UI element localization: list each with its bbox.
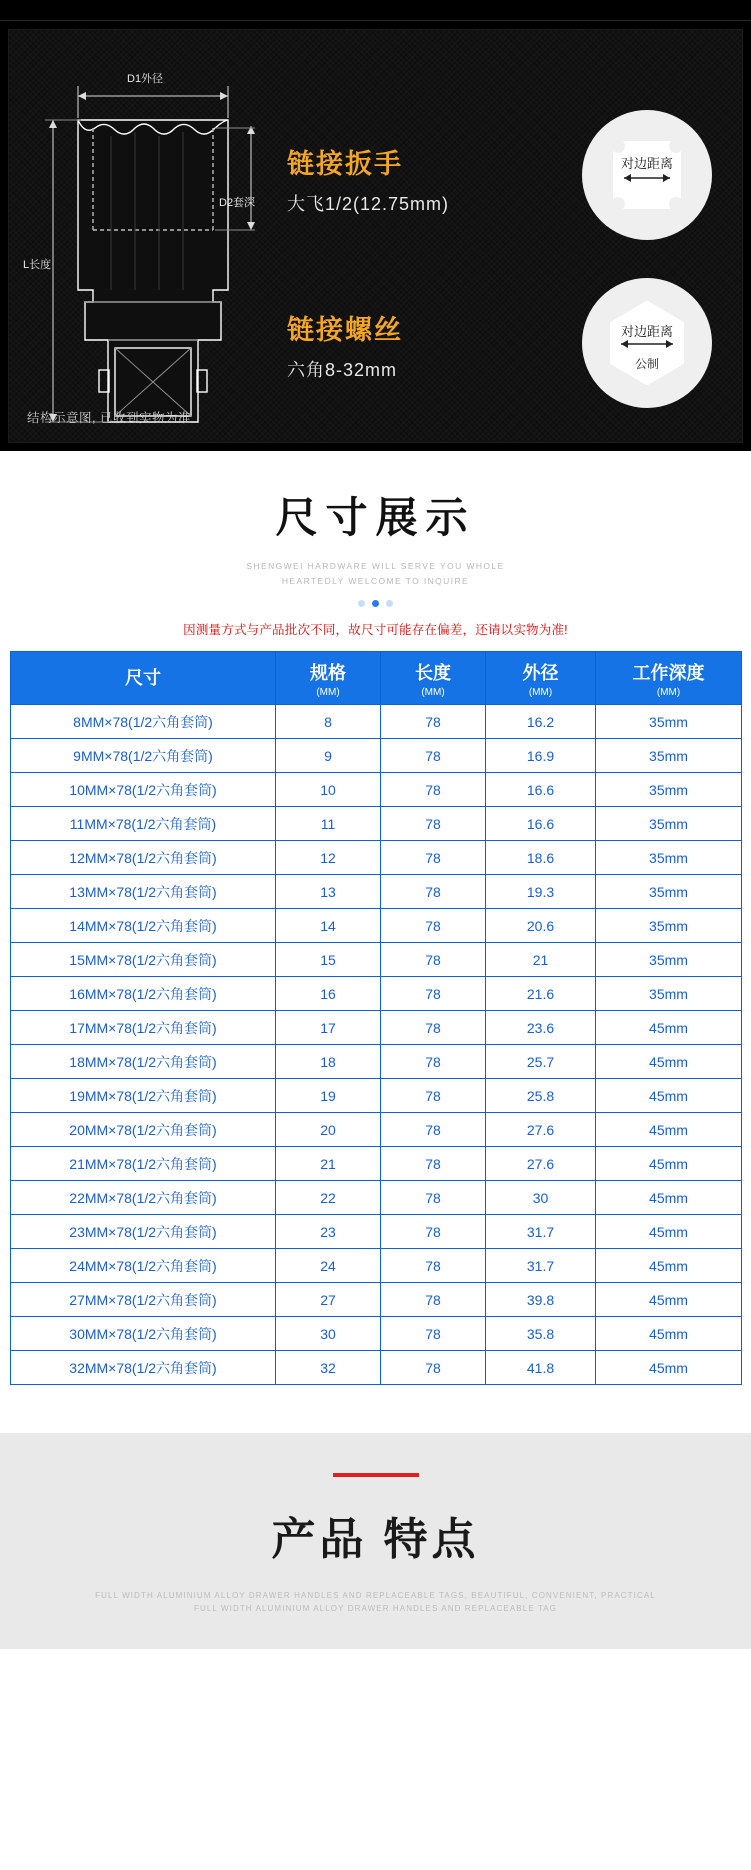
table-cell: 16 <box>276 977 381 1011</box>
table-cell: 21MM×78(1/2六角套筒) <box>11 1147 276 1181</box>
table-cell: 31.7 <box>486 1215 596 1249</box>
table-cell: 25.7 <box>486 1045 596 1079</box>
features-english-line2: FULL WIDTH ALUMINIUM ALLOY DRAWER HANDLES AND REPLACEABLE TAG <box>193 1604 558 1613</box>
table-cell: 35mm <box>596 875 742 909</box>
hex-size-circle <box>582 278 712 408</box>
header-label-length: 长度 <box>415 662 451 683</box>
features-title-part1: 产品 <box>271 1515 368 1564</box>
header-cell-length <box>381 652 486 705</box>
table-cell: 45mm <box>596 1215 742 1249</box>
table-cell: 78 <box>381 705 486 739</box>
table-cell: 27MM×78(1/2六角套筒) <box>11 1283 276 1317</box>
table-cell: 30 <box>486 1181 596 1215</box>
table-cell: 78 <box>381 1249 486 1283</box>
table-row <box>11 1113 742 1147</box>
table-cell: 12 <box>276 841 381 875</box>
screw-subtitle: 六角8-32mm <box>287 360 398 380</box>
table-cell: 22MM×78(1/2六角套筒) <box>11 1181 276 1215</box>
square-drive-icon <box>588 116 706 234</box>
table-cell: 45mm <box>596 1283 742 1317</box>
table-cell: 78 <box>381 875 486 909</box>
diagram-inner-frame <box>8 29 743 443</box>
table-cell: 20 <box>276 1113 381 1147</box>
table-row <box>11 1215 742 1249</box>
table-cell: 78 <box>381 1181 486 1215</box>
screw-title: 链接螺丝 <box>287 315 403 345</box>
table-cell: 78 <box>381 1351 486 1385</box>
dimension-label-length: L长度 <box>23 259 52 271</box>
table-cell: 45mm <box>596 1079 742 1113</box>
square-drive-label: 对边距离 <box>620 156 674 171</box>
table-cell: 21.6 <box>486 977 596 1011</box>
table-cell: 78 <box>381 841 486 875</box>
table-cell: 41.8 <box>486 1351 596 1385</box>
table-cell: 30MM×78(1/2六角套筒) <box>11 1317 276 1351</box>
table-cell: 14MM×78(1/2六角套筒) <box>11 909 276 943</box>
table-cell: 15 <box>276 943 381 977</box>
table-cell: 35mm <box>596 705 742 739</box>
wrench-info-block <box>287 142 517 216</box>
table-row <box>11 1317 742 1351</box>
top-black-strip <box>0 0 751 21</box>
features-section <box>0 1433 751 1649</box>
table-cell: 24MM×78(1/2六角套筒) <box>11 1249 276 1283</box>
table-cell: 45mm <box>596 1181 742 1215</box>
table-cell: 16.2 <box>486 705 596 739</box>
table-cell: 10 <box>276 773 381 807</box>
table-cell: 78 <box>381 1045 486 1079</box>
table-cell: 45mm <box>596 1045 742 1079</box>
table-cell: 45mm <box>596 1113 742 1147</box>
features-title-part2: 特点 <box>383 1515 480 1564</box>
table-cell: 35mm <box>596 841 742 875</box>
table-row <box>11 1249 742 1283</box>
table-cell: 21 <box>276 1147 381 1181</box>
square-drive-circle <box>582 110 712 240</box>
table-cell: 35mm <box>596 807 742 841</box>
diagram-disclaimer: 结构示意图, 已收到实物为准 <box>27 411 191 425</box>
table-cell: 35mm <box>596 909 742 943</box>
table-row <box>11 1147 742 1181</box>
socket-drawing-svg <box>23 40 273 440</box>
spec-table <box>10 651 742 1385</box>
header-unit-working-depth: (MM) <box>656 686 681 698</box>
table-cell: 15MM×78(1/2六角套筒) <box>11 943 276 977</box>
table-row <box>11 773 742 807</box>
dimension-label-d2: D2套深 <box>219 197 256 209</box>
size-section-english <box>0 559 751 589</box>
table-cell: 35mm <box>596 977 742 1011</box>
table-cell: 32 <box>276 1351 381 1385</box>
table-cell: 11 <box>276 807 381 841</box>
wrench-subtitle: 大飞1/2(12.75mm) <box>287 194 450 214</box>
table-row <box>11 909 742 943</box>
table-cell: 78 <box>381 977 486 1011</box>
table-cell: 9 <box>276 739 381 773</box>
table-row <box>11 1181 742 1215</box>
table-cell: 27 <box>276 1283 381 1317</box>
table-cell: 23.6 <box>486 1011 596 1045</box>
measurement-warning: 因测量方式与产品批次不同，故尺寸可能存在偏差，还请以实物为准! <box>183 623 568 637</box>
table-cell: 9MM×78(1/2六角套筒) <box>11 739 276 773</box>
table-cell: 24 <box>276 1249 381 1283</box>
header-unit-spec: (MM) <box>316 686 340 698</box>
size-section-title: 尺寸展示 <box>275 494 476 541</box>
table-cell: 39.8 <box>486 1283 596 1317</box>
table-cell: 35mm <box>596 773 742 807</box>
table-row <box>11 1011 742 1045</box>
table-cell: 18.6 <box>486 841 596 875</box>
spec-table-header-row <box>11 652 742 705</box>
header-cell-spec <box>276 652 381 705</box>
table-cell: 78 <box>381 739 486 773</box>
table-row <box>11 1045 742 1079</box>
hex-size-label: 对边距离 <box>620 324 674 339</box>
table-cell: 16.9 <box>486 739 596 773</box>
table-cell: 13 <box>276 875 381 909</box>
wrench-title: 链接扳手 <box>287 149 403 179</box>
features-divider-bar <box>333 1473 419 1477</box>
dot-3 <box>386 600 393 607</box>
table-cell: 27.6 <box>486 1147 596 1181</box>
table-cell: 20MM×78(1/2六角套筒) <box>11 1113 276 1147</box>
table-cell: 17 <box>276 1011 381 1045</box>
table-cell: 19MM×78(1/2六角套筒) <box>11 1079 276 1113</box>
features-title <box>0 1503 751 1567</box>
spec-table-head <box>11 652 742 705</box>
header-label-working-depth: 工作深度 <box>632 662 705 683</box>
table-cell: 78 <box>381 1113 486 1147</box>
size-english-line1: SHENGWEI HARDWARE WILL SERVE YOU WHOLE <box>246 561 505 571</box>
size-english-line2: HEARTEDLY WELCOME TO INQUIRE <box>281 576 470 586</box>
table-row <box>11 841 742 875</box>
spec-table-body <box>11 705 742 1385</box>
table-cell: 8MM×78(1/2六角套筒) <box>11 705 276 739</box>
dot-2 <box>372 600 379 607</box>
table-cell: 78 <box>381 909 486 943</box>
hex-metric-label: 公制 <box>634 357 660 371</box>
table-cell: 12MM×78(1/2六角套筒) <box>11 841 276 875</box>
spec-table-wrapper <box>0 651 751 1385</box>
table-row <box>11 1283 742 1317</box>
table-row <box>11 1351 742 1385</box>
table-cell: 32MM×78(1/2六角套筒) <box>11 1351 276 1385</box>
table-cell: 19.3 <box>486 875 596 909</box>
table-cell: 35mm <box>596 943 742 977</box>
header-cell-size <box>11 652 276 705</box>
table-cell: 78 <box>381 1011 486 1045</box>
table-cell: 13MM×78(1/2六角套筒) <box>11 875 276 909</box>
table-cell: 78 <box>381 1283 486 1317</box>
screw-info-block <box>287 308 517 382</box>
table-cell: 23 <box>276 1215 381 1249</box>
structure-diagram-panel <box>0 21 751 451</box>
header-unit-length: (MM) <box>421 686 445 698</box>
decorative-dots <box>0 600 751 607</box>
table-cell: 78 <box>381 1079 486 1113</box>
table-cell: 8 <box>276 705 381 739</box>
features-english-line1: FULL WIDTH ALUMINIUM ALLOY DRAWER HANDLES AND REPLACEABLE TAGS, BEAUTIFUL, CONVENIENT, PRACTICAL <box>95 1591 656 1600</box>
dot-1 <box>358 600 365 607</box>
table-row <box>11 705 742 739</box>
table-cell: 35mm <box>596 739 742 773</box>
table-cell: 45mm <box>596 1147 742 1181</box>
features-english <box>0 1589 751 1615</box>
table-cell: 27.6 <box>486 1113 596 1147</box>
table-cell: 16.6 <box>486 773 596 807</box>
table-cell: 11MM×78(1/2六角套筒) <box>11 807 276 841</box>
table-cell: 17MM×78(1/2六角套筒) <box>11 1011 276 1045</box>
table-cell: 35.8 <box>486 1317 596 1351</box>
table-cell: 78 <box>381 1215 486 1249</box>
table-cell: 78 <box>381 773 486 807</box>
table-cell: 31.7 <box>486 1249 596 1283</box>
table-cell: 78 <box>381 807 486 841</box>
table-cell: 78 <box>381 943 486 977</box>
table-cell: 30 <box>276 1317 381 1351</box>
table-cell: 10MM×78(1/2六角套筒) <box>11 773 276 807</box>
table-cell: 21 <box>486 943 596 977</box>
table-cell: 45mm <box>596 1249 742 1283</box>
header-cell-working-depth <box>596 652 742 705</box>
table-cell: 45mm <box>596 1317 742 1351</box>
table-row <box>11 875 742 909</box>
table-cell: 25.8 <box>486 1079 596 1113</box>
table-row <box>11 943 742 977</box>
table-cell: 16.6 <box>486 807 596 841</box>
table-cell: 20.6 <box>486 909 596 943</box>
table-cell: 78 <box>381 1317 486 1351</box>
table-row <box>11 977 742 1011</box>
table-row <box>11 739 742 773</box>
dimension-label-d1: D1外径 <box>127 73 164 85</box>
size-section <box>0 451 751 1411</box>
table-cell: 22 <box>276 1181 381 1215</box>
header-unit-outer-diameter: (MM) <box>528 686 553 698</box>
table-cell: 14 <box>276 909 381 943</box>
table-cell: 23MM×78(1/2六角套筒) <box>11 1215 276 1249</box>
header-cell-outer-diameter <box>486 652 596 705</box>
socket-technical-drawing <box>23 40 273 440</box>
header-label-spec: 规格 <box>310 662 346 683</box>
table-cell: 16MM×78(1/2六角套筒) <box>11 977 276 1011</box>
table-cell: 45mm <box>596 1011 742 1045</box>
table-row <box>11 1079 742 1113</box>
table-cell: 18MM×78(1/2六角套筒) <box>11 1045 276 1079</box>
table-row <box>11 807 742 841</box>
table-cell: 19 <box>276 1079 381 1113</box>
table-cell: 78 <box>381 1147 486 1181</box>
hexagon-icon <box>588 284 706 402</box>
header-label-outer-diameter: 外径 <box>522 662 559 683</box>
header-label-size: 尺寸 <box>125 668 161 688</box>
table-cell: 18 <box>276 1045 381 1079</box>
table-cell: 45mm <box>596 1351 742 1385</box>
